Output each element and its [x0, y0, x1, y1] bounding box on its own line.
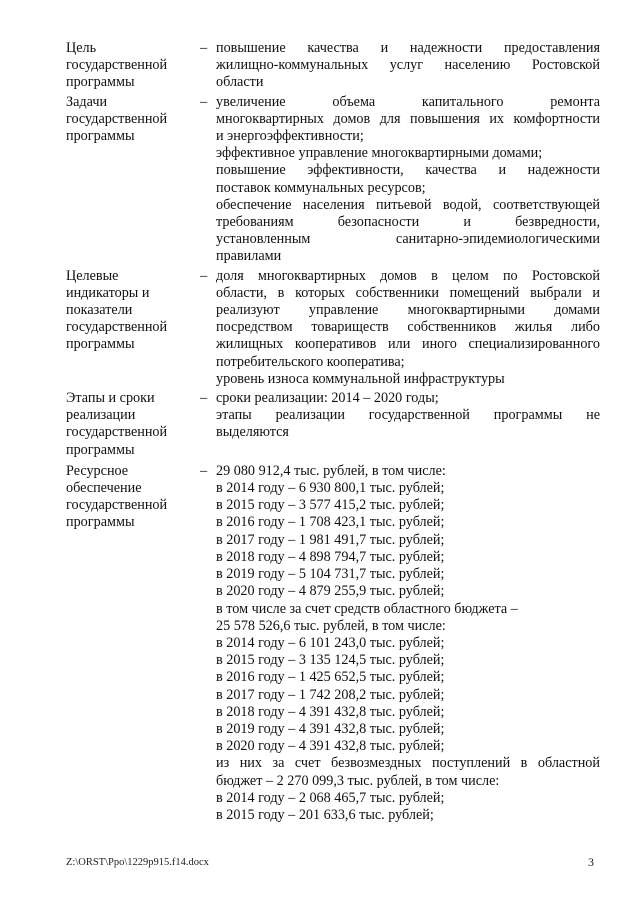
content-line: многоквартирных домов для повышения их комфортности [216, 110, 600, 127]
content-line: в том числе за счет средств областного бюджета – [216, 600, 518, 617]
row-label-line: государственной [66, 57, 168, 74]
content-line: повышение качества и надежности предоставления [216, 40, 600, 56]
row-resources [66, 463, 600, 824]
content-line: и энергоэффективности; [216, 128, 364, 145]
row-label-line: государственной [66, 319, 168, 336]
row-label [66, 463, 200, 532]
footer-page-number: 3 [588, 855, 594, 869]
content-line: уровень износа коммунальной инфраструктуры [216, 370, 505, 387]
row-label-line: реализации [66, 407, 136, 424]
row-label-line: программы [66, 514, 135, 531]
row-label-line: Цель [66, 40, 97, 56]
row-stages [66, 390, 600, 459]
row-label-line: обеспечение [66, 480, 142, 497]
row-dash: – [200, 93, 208, 110]
content-line: в 2016 году – 1 708 423,1 тыс. рублей; [216, 514, 445, 531]
row-tasks [66, 94, 600, 266]
passport-table [66, 40, 600, 824]
row-label-line: Целевые [66, 267, 119, 284]
row-label-line: государственной [66, 424, 168, 441]
row-label-line: программы [66, 441, 135, 458]
row-label-line: показатели [66, 302, 133, 319]
content-line: потребительского кооператива; [216, 353, 405, 370]
content-line: в 2017 году – 1 981 491,7 тыс. рублей; [216, 531, 445, 548]
row-label-line: государственной [66, 497, 168, 514]
row-content [216, 40, 600, 92]
content-line: в 2014 году – 2 068 465,7 тыс. рублей; [216, 789, 445, 806]
row-label-line: Ресурсное [66, 462, 129, 479]
content-line: этапы реализации государственной программы не [216, 407, 600, 424]
content-line: жилищных кооперативов или иного специализированного [216, 336, 600, 353]
content-line: в 2016 году – 1 425 652,5 тыс. рублей; [216, 669, 445, 686]
content-line: в 2019 году – 4 391 432,8 тыс. рублей; [216, 720, 445, 737]
row-label [66, 390, 200, 459]
row-label-line: Этапы и сроки [66, 390, 155, 407]
content-line: в 2017 году – 1 742 208,2 тыс. рублей; [216, 686, 445, 703]
row-label-line: программы [66, 336, 135, 353]
content-line: в 2015 году – 201 633,6 тыс. рублей; [216, 806, 434, 823]
content-line: установленным санитарно-эпидемиологическими [216, 231, 600, 248]
content-line: в 2019 году – 5 104 731,7 тыс. рублей; [216, 566, 445, 583]
row-label-line: Задачи [66, 93, 108, 110]
content-line: сроки реализации: 2014 – 2020 годы; [216, 390, 439, 407]
content-line: из них за счет безвозмездных поступлений в областной [216, 755, 600, 772]
content-line: повышение эффективности, качества и надежности [216, 162, 600, 179]
row-content [216, 268, 600, 388]
content-line: правилами [216, 248, 282, 265]
content-line: доля многоквартирных домов в целом по Ростовской [216, 267, 600, 284]
content-line: 29 080 912,4 тыс. рублей, в том числе: [216, 462, 446, 479]
row-label [66, 268, 200, 354]
content-line: области, в которых собственники помещений выбрали и [216, 284, 600, 301]
content-line: посредством товариществ собственников жилья либо [216, 319, 600, 336]
content-line: в 2014 году – 6 930 800,1 тыс. рублей; [216, 480, 445, 497]
content-line: в 2020 году – 4 391 432,8 тыс. рублей; [216, 738, 445, 755]
content-line: эффективное управление многоквартирными домами; [216, 145, 543, 162]
row-content [216, 463, 600, 824]
content-line: в 2018 году – 4 898 794,7 тыс. рублей; [216, 548, 445, 565]
content-line: увеличение объема капитального ремонта [216, 93, 600, 110]
row-dash: – [200, 390, 208, 407]
row-dash: – [200, 267, 208, 284]
row-label-line: индикаторы и [66, 284, 150, 301]
row-content [216, 94, 600, 266]
content-line: жилищно-коммунальных услуг населению Ростовской [216, 57, 600, 74]
row-label [66, 94, 200, 146]
row-goal [66, 40, 600, 92]
content-line: 25 578 526,6 тыс. рублей, в том числе: [216, 617, 446, 634]
content-line: в 2018 году – 4 391 432,8 тыс. рублей; [216, 703, 445, 720]
content-line: в 2015 году – 3 577 415,2 тыс. рублей; [216, 497, 445, 514]
content-line: бюджет – 2 270 099,3 тыс. рублей, в том числе: [216, 772, 500, 789]
row-label [66, 40, 200, 92]
content-line: области [216, 74, 264, 91]
content-line: в 2020 году – 4 879 255,9 тыс. рублей; [216, 583, 445, 600]
content-line: реализуют управление многоквартирными домами [216, 302, 600, 319]
content-line: обеспечение населения питьевой водой, соответствующей [216, 196, 600, 213]
row-label-line: программы [66, 128, 135, 145]
content-line: требованиям безопасности и безвредности, [216, 214, 600, 231]
content-line: в 2014 году – 6 101 243,0 тыс. рублей; [216, 634, 445, 651]
content-line: поставок коммунальных ресурсов; [216, 179, 426, 196]
content-line: выделяются [216, 424, 289, 441]
content-line: в 2015 году – 3 135 124,5 тыс. рублей; [216, 652, 445, 669]
row-dash: – [200, 40, 208, 56]
row-indicators [66, 268, 600, 388]
row-dash: – [200, 462, 208, 479]
row-content [216, 390, 600, 442]
row-label-line: государственной [66, 110, 168, 127]
footer-file-path: Z:\ORST\Ppo\1229p915.f14.docx [66, 857, 209, 868]
row-label-line: программы [66, 74, 135, 91]
